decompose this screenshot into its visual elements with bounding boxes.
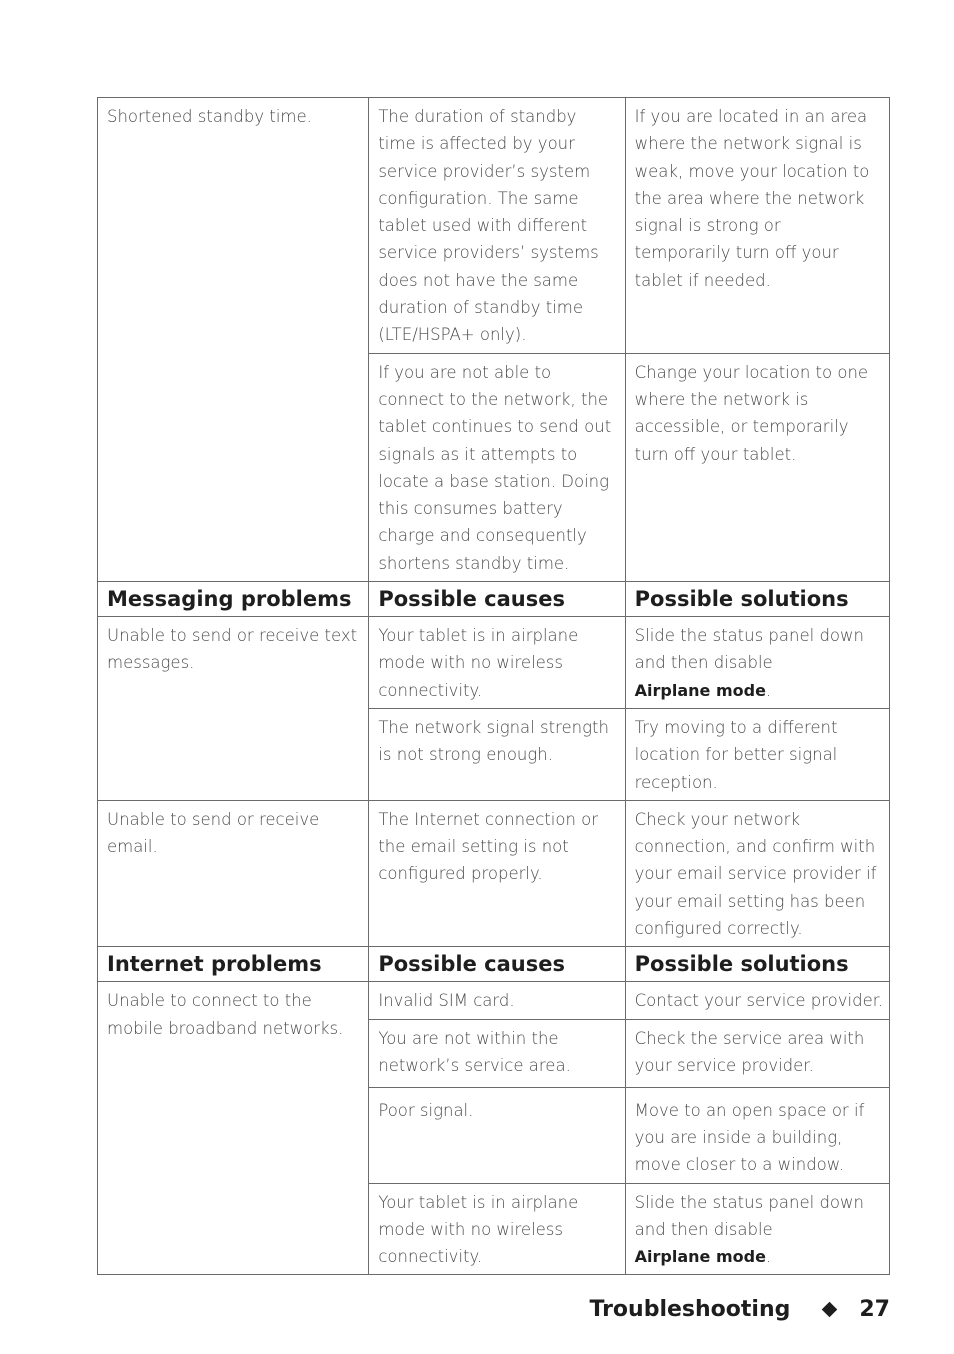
cause-cell: If you are not able to connect to the network, the tablet continues to send out signals as it attempts to locate a base station. Doing this consumes battery charge and consequently shortens standby time. — [369, 353, 625, 581]
cause-cell: Your tablet is in airplane mode with no wireless connectivity. — [369, 617, 625, 709]
solution-cell: Contact your service provider. — [625, 982, 889, 1019]
solution-cell: Change your location to one where the network is accessible, or temporarily turn off your tablet. — [625, 353, 889, 581]
problem-cell: Unable to send or receive text messages. — [98, 617, 369, 801]
solution-cell: Try moving to a different location for better signal reception. — [625, 708, 889, 800]
column-header-causes: Possible causes — [369, 947, 625, 982]
problem-cell: Unable to connect to the mobile broadband networks. — [98, 982, 369, 1275]
table-row — [98, 98, 890, 354]
diamond-icon — [822, 1302, 838, 1318]
problem-cell: Unable to send or receive email. — [98, 800, 369, 946]
solution-cell: Slide the status panel down and then disable Airplane mode. — [625, 1183, 889, 1275]
airplane-mode-label: Airplane mode — [634, 680, 766, 700]
section-title: Internet problems — [98, 947, 369, 982]
cause-cell: Your tablet is in airplane mode with no wireless connectivity. — [369, 1183, 625, 1275]
table-row — [98, 617, 890, 709]
page-footer — [589, 1297, 890, 1322]
cause-cell: The duration of standby time is affected by your service provider’s system configuration. The same tablet used with different service providers’ systems does not have the same duration of standby time (LTE/HSPA+ only). — [369, 98, 625, 354]
column-header-solutions: Possible solutions — [625, 582, 889, 617]
solution-cell: Slide the status panel down and then disable Airplane mode. — [625, 617, 889, 709]
cause-cell: Poor signal. — [369, 1087, 625, 1183]
page-number: 27 — [859, 1297, 890, 1322]
cause-cell: The Internet connection or the email setting is not configured properly. — [369, 800, 625, 946]
table-row — [98, 800, 890, 946]
footer-section-title: Troubleshooting — [589, 1297, 791, 1322]
solution-cell: Check your network connection, and confirm with your email service provider if your email setting has been configured correctly. — [625, 800, 889, 946]
cause-cell: Invalid SIM card. — [369, 982, 625, 1019]
airplane-mode-label: Airplane mode — [634, 1247, 766, 1267]
section-header-row — [98, 947, 890, 982]
column-header-solutions: Possible solutions — [625, 947, 889, 982]
solution-cell: Check the service area with your service provider. — [625, 1019, 889, 1087]
column-header-causes: Possible causes — [369, 582, 625, 617]
cause-cell: You are not within the network’s service area. — [369, 1019, 625, 1087]
problem-cell: Shortened standby time. — [98, 98, 369, 582]
solution-cell: Move to an open space or if you are inside a building, move closer to a window. — [625, 1087, 889, 1183]
troubleshooting-table — [97, 97, 890, 1275]
section-title: Messaging problems — [98, 582, 369, 617]
section-header-row — [98, 582, 890, 617]
cause-cell: The network signal strength is not strong enough. — [369, 708, 625, 800]
solution-cell: If you are located in an area where the network signal is weak, move your location to the area where the network signal is strong or temporarily turn off your tablet if needed. — [625, 98, 889, 354]
table-row — [98, 982, 890, 1019]
